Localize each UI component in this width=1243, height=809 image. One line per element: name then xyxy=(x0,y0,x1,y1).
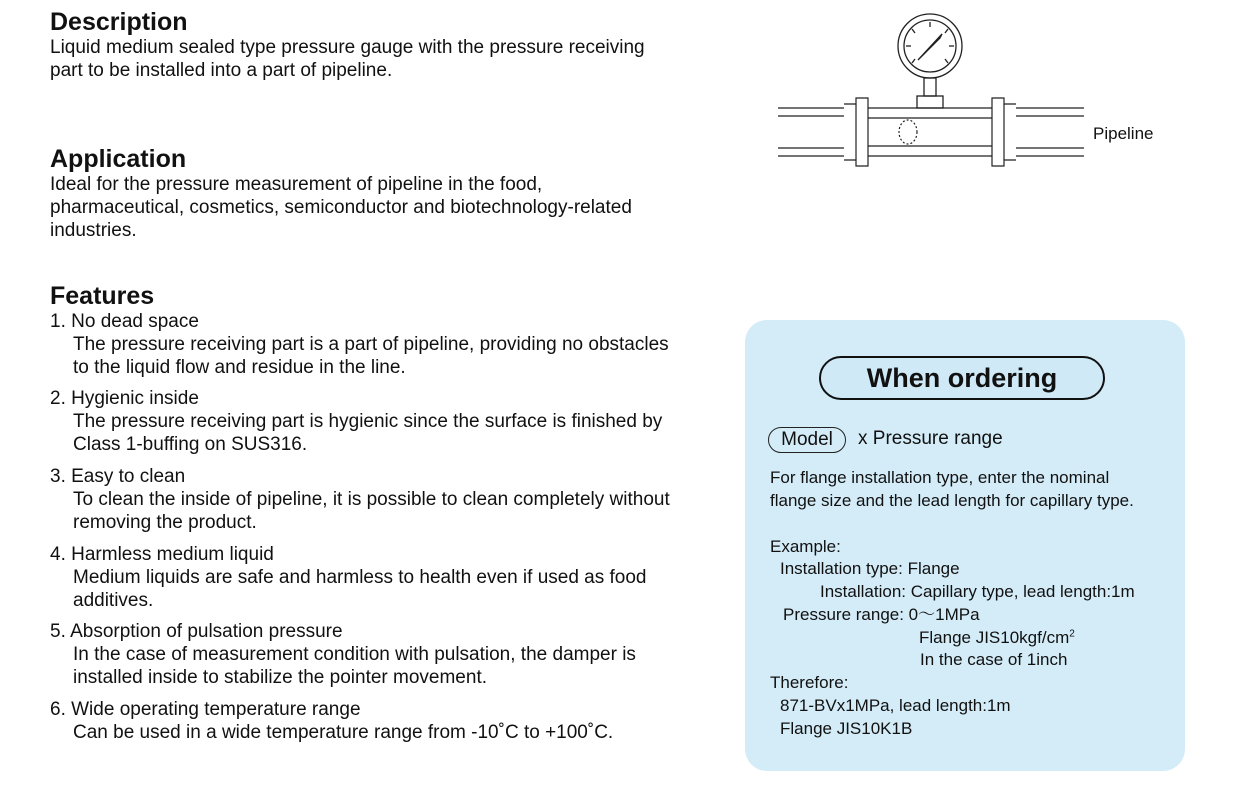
feature-desc: installed inside to stabilize the pointer movement. xyxy=(73,667,488,688)
example-flange: Flange $JIS10kgf/cm^2$ xyxy=(919,628,1075,647)
application-text: Ideal for the pressure measurement of pipeline in the food, pharmaceutical, cosmetics, semiconductor and biotechnology-related industries. xyxy=(50,174,632,241)
feature-desc: In the case of measurement condition with pulsation, the damper is xyxy=(73,644,636,665)
therefore-label: Therefore: xyxy=(770,673,849,692)
pipeline-label: Pipeline xyxy=(1093,124,1154,143)
result-model-code: 871-BVx1MPa, lead length:1m xyxy=(780,696,1011,715)
model-suffix: x Pressure range xyxy=(858,428,1003,449)
feature-item xyxy=(50,543,740,612)
ordering-note: flange size and the lead length for capillary type. xyxy=(770,491,1134,510)
feature-desc: Class 1-buffing on SUS316. xyxy=(73,434,308,455)
example-installation: Installation: Capillary type, lead length:1m xyxy=(820,582,1135,601)
feature-title: 2. Hygienic inside xyxy=(50,388,199,409)
feature-desc: to the liquid flow and residue in the line. xyxy=(73,357,406,378)
feature-title: 1. No dead space xyxy=(50,311,199,332)
feature-item xyxy=(50,465,740,534)
example-installation-type: Installation type: Flange xyxy=(780,559,960,578)
feature-item xyxy=(50,698,740,744)
feature-title: 4. Harmless medium liquid xyxy=(50,544,274,565)
description-heading: Description xyxy=(50,8,188,36)
model-badge: Model xyxy=(768,427,846,453)
when-ordering-title: When ordering xyxy=(819,356,1105,400)
example-case: In the case of 1inch xyxy=(920,650,1068,669)
ordering-note: For flange installation type, enter the nominal xyxy=(770,468,1110,487)
feature-item xyxy=(50,387,740,456)
features-heading: Features xyxy=(50,282,155,310)
feature-desc: The pressure receiving part is a part of pipeline, providing no obstacles xyxy=(73,334,669,355)
result-flange-code: Flange JIS10K1B xyxy=(780,719,913,738)
feature-desc: additives. xyxy=(73,590,154,611)
feature-title: 6. Wide operating temperature range xyxy=(50,699,361,720)
feature-title: 3. Easy to clean xyxy=(50,466,186,487)
feature-desc: Can be used in a wide temperature range from -10˚C to +100˚C. xyxy=(73,722,614,743)
description-text: Liquid medium sealed type pressure gauge with the pressure receiving part to be installed into a part of pipeline. xyxy=(50,37,645,81)
feature-desc: Medium liquids are safe and harmless to health even if used as food xyxy=(73,567,647,588)
feature-item xyxy=(50,620,740,689)
pressure-gauge-icon xyxy=(898,14,962,108)
example-label: Example: xyxy=(770,537,841,556)
pipeline-icon xyxy=(778,98,1084,166)
application-heading: Application xyxy=(50,145,187,173)
example-pressure-range: Pressure range: 0〜1MPa xyxy=(783,605,980,624)
feature-title: 5. Absorption of pulsation pressure xyxy=(50,621,343,642)
feature-desc: The pressure receiving part is hygienic since the surface is finished by xyxy=(73,411,663,432)
feature-item xyxy=(50,310,740,379)
feature-desc: removing the product. xyxy=(73,512,257,533)
pipeline-gauge-diagram xyxy=(770,8,1090,178)
feature-desc: To clean the inside of pipeline, it is possible to clean completely without xyxy=(73,489,670,510)
